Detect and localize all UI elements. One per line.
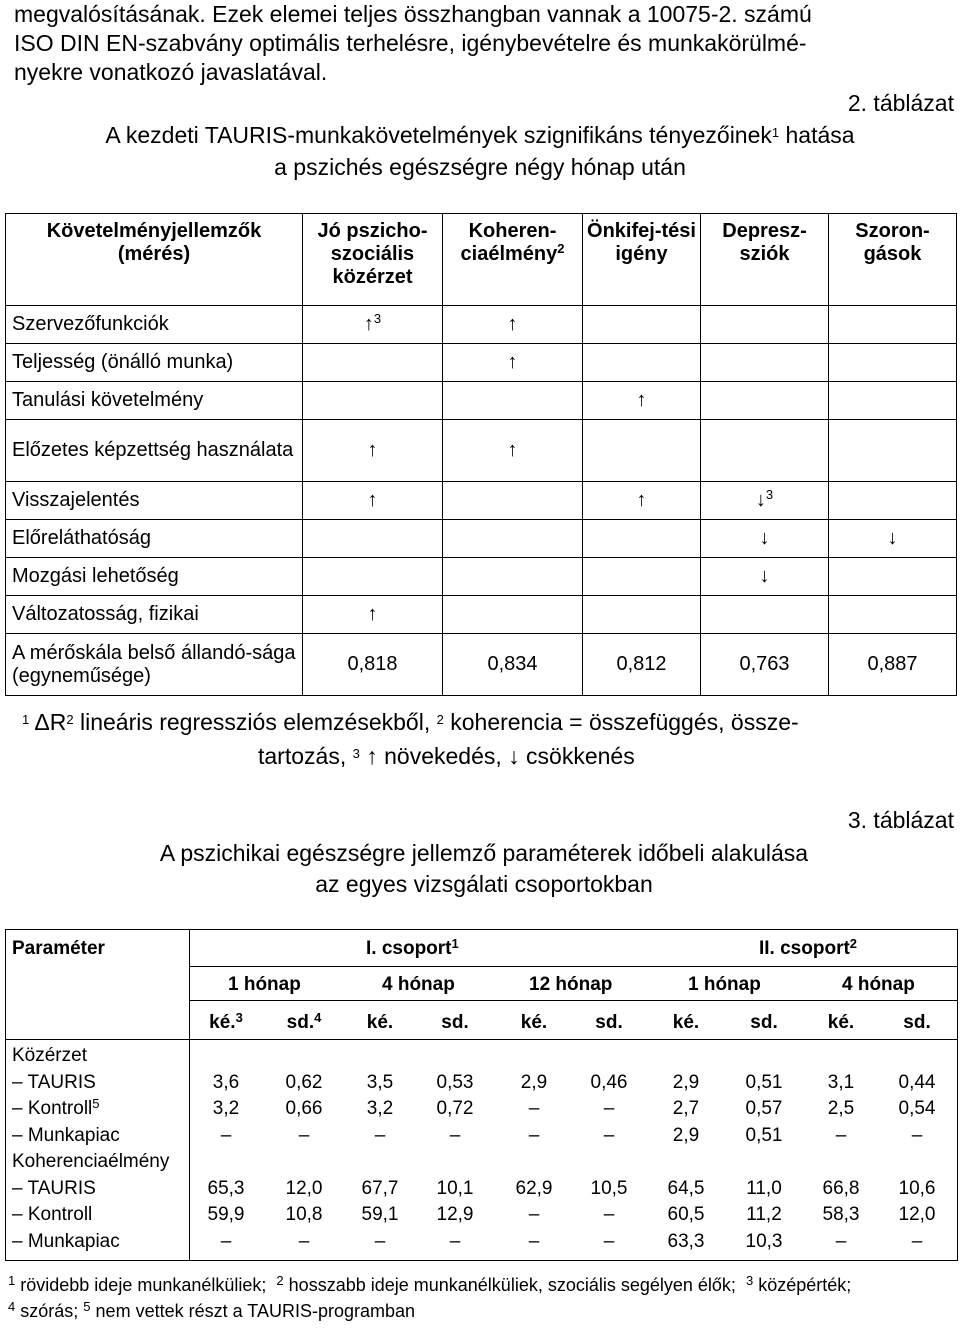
value-cell: – (298, 1230, 310, 1252)
effect-cell (701, 306, 829, 344)
row-label: Mozgási lehetőség (6, 558, 303, 596)
value-cell: 0,57 (745, 1098, 783, 1119)
value-cell: – (298, 1124, 310, 1146)
month-header: 1 hónap (688, 974, 761, 995)
value-cell: 65,3 (207, 1177, 245, 1199)
value-cell: – (911, 1230, 923, 1252)
arrow-up-icon: ↑ (636, 489, 647, 511)
value-cell: 12,0 (285, 1177, 323, 1199)
effect-cell (829, 420, 957, 482)
row-label: – Kontroll (12, 1204, 93, 1225)
effect-cell (829, 482, 957, 520)
month-header: 4 hónap (382, 974, 455, 995)
row-label: Tanulási követelmény (6, 382, 303, 420)
value-cell: 2,9 (672, 1071, 700, 1093)
section-label: Közérzet (12, 1045, 87, 1066)
header-coherence: Koheren-ciaélmény$^2$ (443, 214, 583, 306)
stat-header: sd. (595, 1012, 623, 1033)
table2-title-line2: a pszichés egészségre négy hónap után (274, 154, 686, 180)
effect-cell (303, 558, 443, 596)
effect-cell (701, 558, 829, 596)
effect-cell (829, 306, 957, 344)
arrow-up-icon: ↑ (363, 313, 374, 335)
effect-cell (829, 558, 957, 596)
arrow-up-icon: ↑ (636, 389, 647, 411)
table3 (5, 929, 958, 1261)
stat-header: ké. (366, 1012, 394, 1033)
stat-header: sd. (441, 1012, 469, 1033)
value-cell: 10,1 (436, 1177, 474, 1199)
reliability-value: 0,887 (829, 634, 957, 696)
value-cell: – (603, 1230, 615, 1252)
value-cell: – (528, 1230, 540, 1252)
value-cell: 3,5 (366, 1071, 394, 1093)
row-label: Előzetes képzettség használata (6, 420, 303, 482)
value-cell: 62,9 (515, 1177, 553, 1199)
intro-line-1: megvalósításának. Ezek elemei teljes összhangban vannak a 10075-2. számú (14, 1, 812, 27)
stat-header: ké. (520, 1012, 548, 1033)
section-label: Koherenciaélmény (12, 1151, 170, 1172)
table3-title-line2: az egyes vizsgálati csoportokban (315, 871, 653, 897)
value-cell: 10,3 (745, 1230, 783, 1252)
header-wellbeing: Jó pszicho-szociális közérzet (303, 214, 443, 306)
effect-cell (583, 482, 701, 520)
arrow-up-icon: ↑ (507, 351, 518, 373)
value-cell: 0,51 (745, 1071, 783, 1093)
value-cell: 2,5 (827, 1098, 855, 1119)
effect-cell (303, 420, 443, 482)
value-cell: 0,72 (436, 1098, 474, 1119)
value-cell: 58,3 (822, 1204, 860, 1225)
value-cell: 10,6 (898, 1177, 936, 1199)
row-label: – Kontroll$^5$ (12, 1096, 100, 1119)
value-cell: 11,2 (746, 1204, 782, 1225)
value-cell: 64,5 (667, 1177, 705, 1199)
table2-header-row (6, 214, 957, 306)
value-cell: 3,1 (827, 1071, 855, 1093)
arrow-down-icon: ↓ (508, 743, 520, 769)
value-cell: 0,54 (898, 1098, 936, 1119)
stat-header: sd.$^4$ (286, 1010, 322, 1033)
value-cell: 59,1 (361, 1204, 399, 1225)
group1-header: I. csoport$^1$ (366, 936, 459, 959)
value-cell: 0,44 (898, 1071, 936, 1093)
effect-cell (303, 382, 443, 420)
stat-header: ké. (827, 1012, 855, 1033)
effect-cell (829, 520, 957, 558)
effect-cell (701, 382, 829, 420)
table-row (6, 520, 957, 558)
row-label: – Munkapiac (12, 1124, 120, 1146)
effect-cell (583, 344, 701, 382)
arrow-up-icon: ↑ (367, 439, 378, 461)
effect-cell: ↓$^3$ (701, 482, 829, 520)
table2-number: 2. táblázat (847, 90, 954, 116)
effect-cell (443, 520, 583, 558)
row-label: Előreláthatóság (6, 520, 303, 558)
arrow-down-icon: ↓ (887, 527, 898, 549)
intro-line-2: ISO DIN EN-szabvány optimális terhelésre, igénybevételre és munkakörülmé- (14, 30, 807, 56)
table2-note: $^1$ $\Delta R^2$ lineáris regressziós elemzésekből, $^2$ koherencia = összefüggés, össze- (22, 709, 799, 735)
intro-line-3: nyekre vonatkozó javaslatával. (14, 59, 328, 85)
effect-cell (701, 596, 829, 634)
effect-cell (583, 558, 701, 596)
value-cell: 0,46 (590, 1071, 628, 1093)
reliability-value: 0,834 (443, 634, 583, 696)
value-cell: 63,3 (667, 1230, 705, 1252)
value-cell: – (528, 1098, 540, 1119)
value-cell: 11,0 (746, 1177, 782, 1199)
table-row (6, 596, 957, 634)
effect-cell (583, 306, 701, 344)
value-cell: – (374, 1230, 386, 1252)
table-row (6, 382, 957, 420)
value-cell: 10,8 (285, 1204, 323, 1225)
arrow-up-icon: ↑ (366, 743, 378, 769)
effect-cell (583, 596, 701, 634)
row-label: – TAURIS (12, 1177, 96, 1199)
row-label: – Munkapiac (12, 1230, 120, 1252)
effect-cell (829, 596, 957, 634)
value-cell: 59,9 (207, 1204, 245, 1225)
row-label: A mérőskála belső állandó-sága (egyneműsége) (6, 634, 303, 696)
group2-header: II. csoport$^2$ (759, 936, 858, 959)
header-anxiety: Szoron-gások (829, 214, 957, 306)
reliability-value: 0,818 (303, 634, 443, 696)
value-cell: 66,8 (822, 1177, 860, 1199)
value-cell: 0,51 (745, 1124, 783, 1146)
value-cell: 10,5 (590, 1177, 628, 1199)
arrow-down-icon: ↓ (759, 527, 770, 549)
value-cell: – (220, 1124, 232, 1146)
effect-cell (443, 596, 583, 634)
table2 (5, 213, 957, 696)
header-requirement: Követelményjellemzők (mérés) (6, 214, 303, 306)
value-cell: 0,62 (285, 1071, 323, 1093)
effect-cell (303, 344, 443, 382)
month-header: 12 hónap (529, 974, 613, 995)
row-label: Teljesség (önálló munka) (6, 344, 303, 382)
reliability-value: 0,812 (583, 634, 701, 696)
value-cell: – (449, 1124, 461, 1146)
table2-title: A kezdeti TAURIS-munkakövetelmények szignifikáns tényezőinek$^1$ hatása (105, 122, 855, 148)
table-row (6, 558, 957, 596)
value-cell: – (603, 1204, 615, 1225)
effect-cell (443, 420, 583, 482)
effect-cell (701, 420, 829, 482)
month-header: 4 hónap (842, 974, 915, 995)
reliability-value: 0,763 (701, 634, 829, 696)
arrow-down-icon: ↓ (759, 565, 770, 587)
effect-cell: ↑$^3$ (303, 306, 443, 344)
effect-cell (701, 344, 829, 382)
value-cell: – (911, 1124, 923, 1146)
table3-title: A pszichikai egészségre jellemző paraméterek időbeli alakulása (159, 840, 809, 866)
table-row (6, 344, 957, 382)
value-cell: 3,2 (212, 1098, 240, 1119)
effect-cell (583, 382, 701, 420)
stat-header: ké.$^3$ (209, 1010, 243, 1033)
reliability-row (6, 634, 957, 696)
row-label: Szervezőfunkciók (6, 306, 303, 344)
table3-number: 3. táblázat (847, 807, 954, 833)
stat-header: sd. (750, 1012, 778, 1033)
effect-cell (303, 520, 443, 558)
effect-cell (583, 420, 701, 482)
value-cell: 2,7 (672, 1098, 700, 1119)
table2-note-line2: tartozás, $^3$ ↑ növekedés, ↓ csökkenés (258, 743, 635, 769)
effect-cell (829, 344, 957, 382)
value-cell: – (374, 1124, 386, 1146)
value-cell: – (220, 1230, 232, 1252)
row-label: Változatosság, fizikai (6, 596, 303, 634)
month-header: 1 hónap (228, 974, 301, 995)
effect-cell (303, 596, 443, 634)
header-self-expression: Önkifej-tési igény (583, 214, 701, 306)
value-cell: – (603, 1124, 615, 1146)
effect-cell (443, 558, 583, 596)
effect-cell (443, 306, 583, 344)
value-cell: 2,9 (520, 1071, 548, 1093)
effect-cell (701, 520, 829, 558)
value-cell: – (528, 1124, 540, 1146)
effect-cell (583, 520, 701, 558)
effect-cell (443, 382, 583, 420)
effect-cell (829, 382, 957, 420)
arrow-up-icon: ↑ (367, 603, 378, 625)
row-label: – TAURIS (12, 1071, 96, 1093)
value-cell: – (603, 1098, 615, 1119)
value-cell: 12,9 (436, 1204, 474, 1225)
arrow-down-icon: ↓ (755, 489, 766, 511)
value-cell: – (835, 1124, 847, 1146)
table-row (6, 482, 957, 520)
value-cell: 0,53 (436, 1071, 474, 1093)
value-cell: 0,66 (285, 1098, 323, 1119)
footnotes-line2: $^4$ szórás; $^5$ nem vettek részt a TAURIS-programban (8, 1299, 416, 1321)
effect-cell (303, 482, 443, 520)
arrow-up-icon: ↑ (367, 489, 378, 511)
value-cell: – (528, 1204, 540, 1225)
row-label: Visszajelentés (6, 482, 303, 520)
header-depression: Depresz-sziók (701, 214, 829, 306)
arrow-up-icon: ↑ (507, 439, 518, 461)
value-cell: 60,5 (667, 1204, 705, 1225)
effect-cell (443, 344, 583, 382)
arrow-up-icon: ↑ (507, 313, 518, 335)
value-cell: 3,2 (366, 1098, 394, 1119)
value-cell: – (449, 1230, 461, 1252)
value-cell: 67,7 (361, 1177, 399, 1199)
value-cell: 2,9 (672, 1124, 700, 1146)
value-cell: 3,6 (212, 1071, 240, 1093)
param-header: Paraméter (12, 938, 105, 959)
value-cell: – (835, 1230, 847, 1252)
value-cell: 12,0 (898, 1204, 936, 1225)
effect-cell (443, 482, 583, 520)
stat-header: ké. (672, 1012, 700, 1033)
table-row (6, 420, 957, 482)
stat-header: sd. (903, 1012, 931, 1033)
table-row (6, 306, 957, 344)
footnotes-line1: $^1$ rövidebb ideje munkanélküliek; $^2$ hosszabb ideje munkanélküliek, szociális segélyen élők; $^3$ középérték; (8, 1273, 852, 1295)
